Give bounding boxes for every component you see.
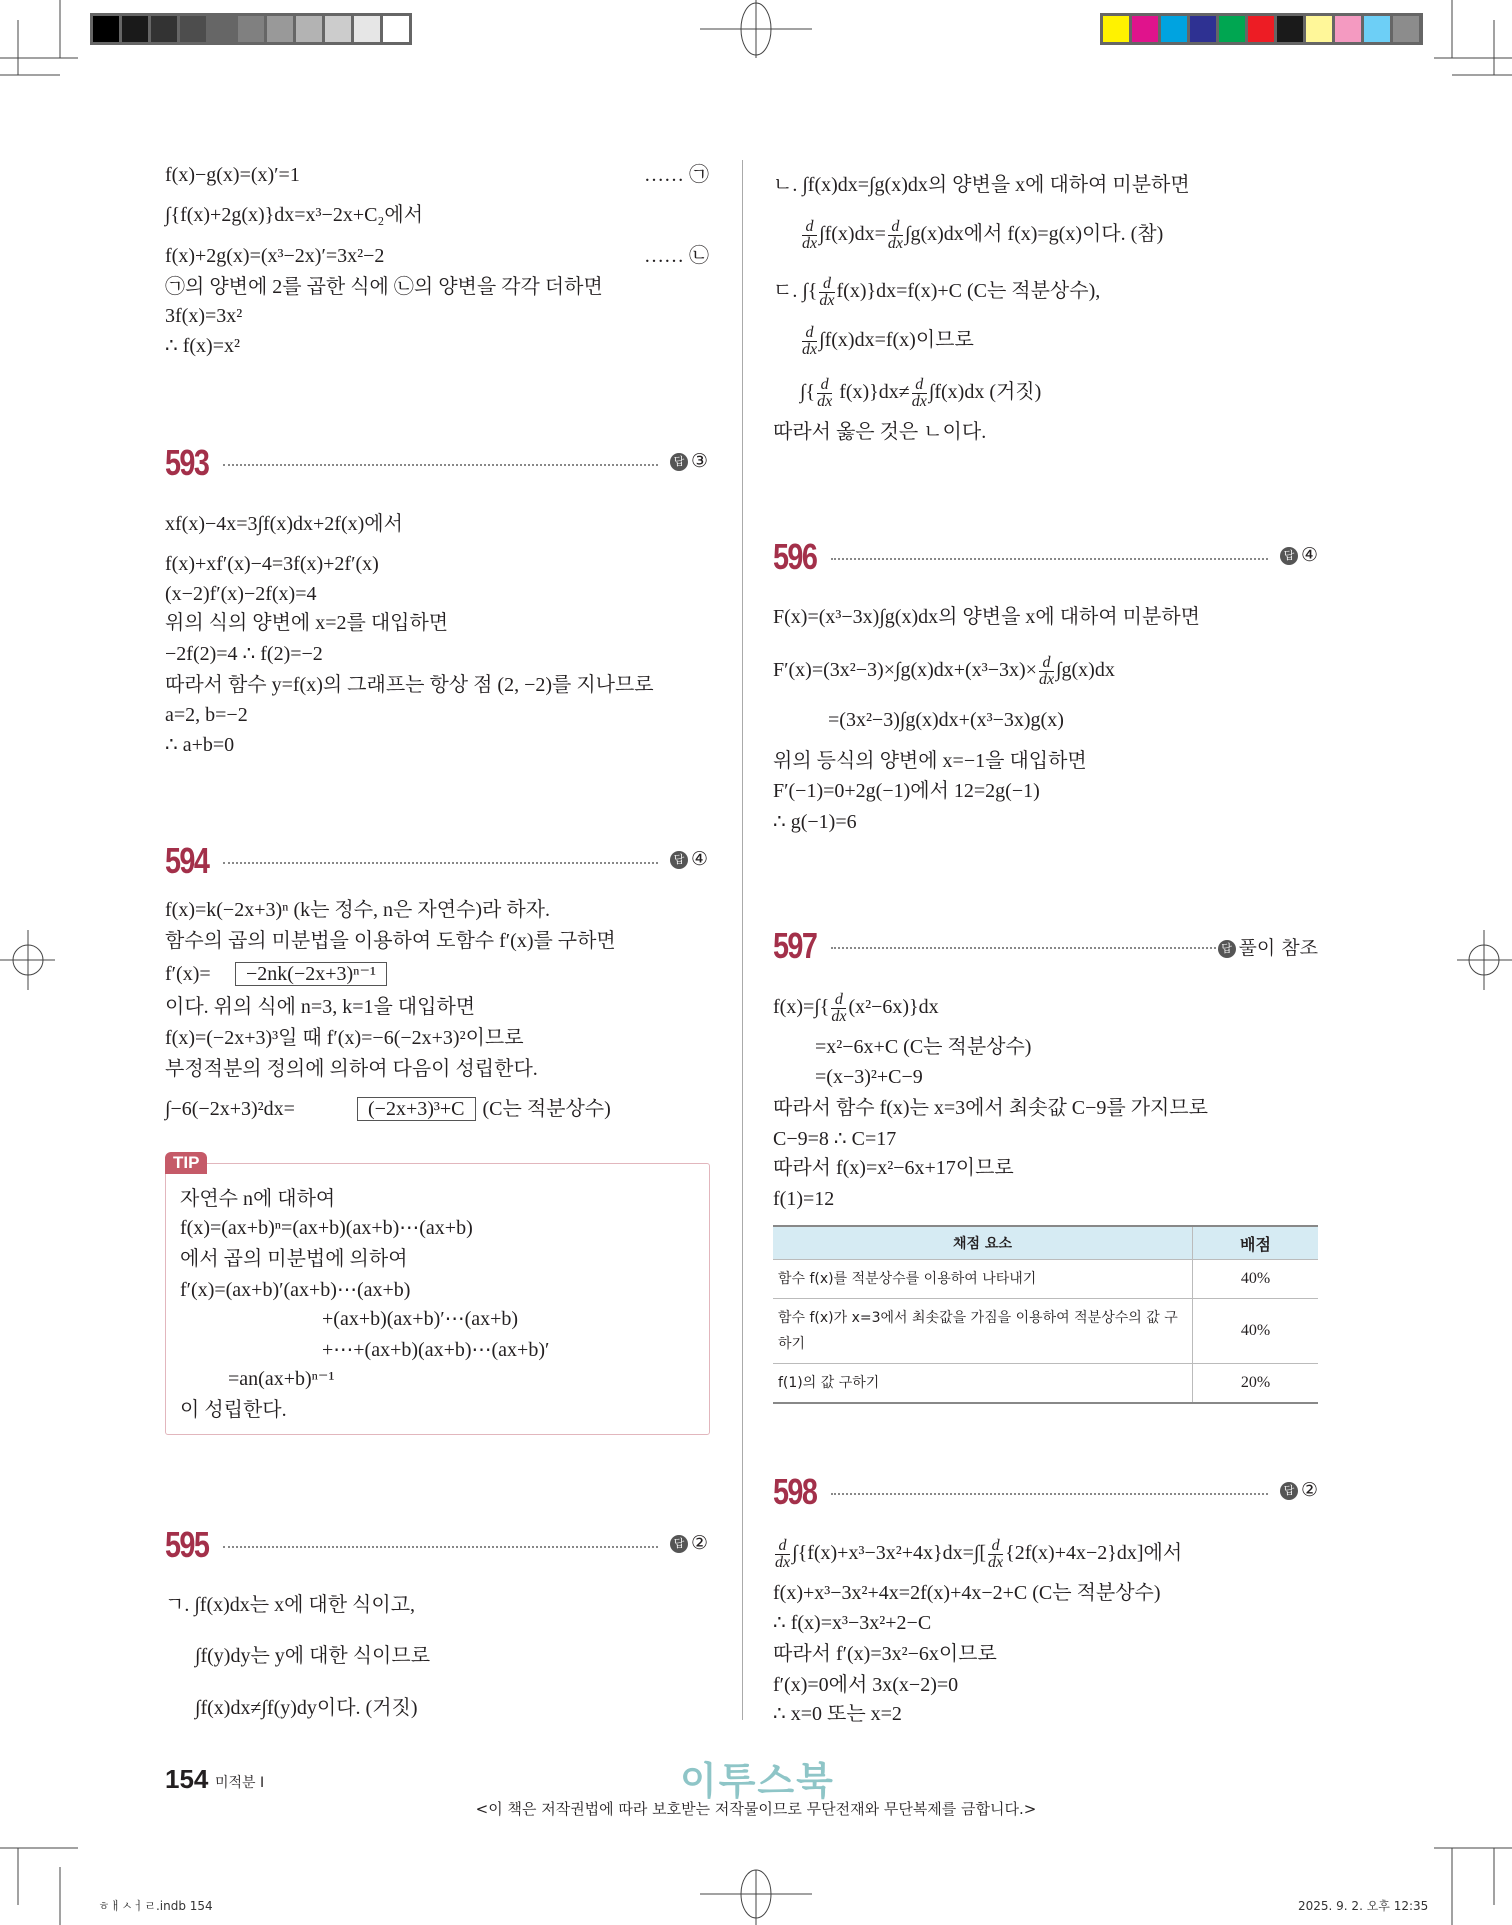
solution-line: $\frac{d}{dx}$ ∫f(x)dx= $\frac{d}{dx}$ ∫g(x)dx에서 f(x)=g(x)이다. (참) <box>802 218 1164 252</box>
dotted-leader <box>223 862 658 864</box>
solution-line: ∴ a+b=0 <box>165 734 235 756</box>
solution-line: 따라서 함수 y=f(x)의 그래프는 항상 점 (2, −2)를 지나므로 <box>165 674 654 696</box>
answer-label <box>670 1532 708 1554</box>
solution-line: ∴ f(x)=x² <box>165 335 240 357</box>
dotted-leader <box>831 1493 1268 1495</box>
derivative-fraction: $\frac{d}{dx}$ <box>988 1537 1004 1571</box>
boxed-answer-line <box>355 1095 611 1123</box>
table-row <box>773 1299 1318 1364</box>
solution-line: 3f(x)=3x² <box>165 305 243 327</box>
solution-line: ∫−6(−2x+3)²dx= <box>165 1098 295 1120</box>
solution-line: ∴ g(−1)=6 <box>773 811 857 833</box>
solution-line: F′(x)=(3x²−3)×∫g(x)dx+(x³−3x)× $\frac{d}{dx}$ ∫g(x)dx <box>773 654 1115 688</box>
answer-badge-icon: 답 <box>1280 1482 1298 1500</box>
print-timestamp: 2025. 9. 2. 오후 12:35 <box>1298 1899 1429 1913</box>
problem-header-593 <box>165 442 708 482</box>
answer-label <box>1280 544 1318 566</box>
solution-line: ㉠의 양변에 2를 곱한 식에 ㉡의 양변을 각각 더하면 <box>165 276 603 298</box>
equation-marker: …… ㉡ <box>644 245 709 267</box>
answer-label <box>1280 1479 1318 1501</box>
points-cell: 20% <box>1193 1364 1319 1404</box>
problem-header-598 <box>773 1471 1318 1511</box>
tip-line: +⋯+(ax+b)(ax+b)⋯(ax+b)′ <box>322 1339 550 1361</box>
derivative-fraction: $\frac{d}{dx}$ <box>802 218 818 252</box>
dotted-leader <box>831 558 1268 560</box>
subject-label: 미적분 I <box>215 1775 265 1791</box>
tip-line: =an(ax+b)ⁿ⁻¹ <box>228 1368 335 1390</box>
solution-line: f(x)−g(x)=(x)′=1 <box>165 164 300 186</box>
solution-line: 부정적분의 정의에 의하여 다음이 성립한다. <box>165 1058 538 1080</box>
solution-line: ㄴ. ∫f(x)dx=∫g(x)dx의 양변을 x에 대하여 미분하면 <box>773 174 1190 196</box>
problem-header-596 <box>773 536 1318 576</box>
answer-value: ③ <box>690 450 708 472</box>
answer-label <box>670 450 708 472</box>
solution-line: (x−2)f′(x)−2f(x)=4 <box>165 583 317 605</box>
publisher-logo: 이투스북 <box>680 1759 835 1803</box>
solution-line: 위의 식의 양변에 x=2를 대입하면 <box>165 612 449 634</box>
problem-number: 598 <box>773 1471 817 1512</box>
answer-badge-icon: 답 <box>670 851 688 869</box>
equation-marker: …… ㉠ <box>644 164 709 186</box>
table-row <box>773 1364 1318 1404</box>
solution-line: f′(x)= <box>165 963 211 985</box>
tip-line: 자연수 n에 대하여 <box>180 1188 336 1210</box>
problem-header-597 <box>773 925 1318 965</box>
derivative-fraction: $\frac{d}{dx}$ <box>887 218 903 252</box>
problem-number: 597 <box>773 925 817 966</box>
problem-number: 595 <box>165 1524 209 1565</box>
derivative-fraction: $\frac{d}{dx}$ <box>819 275 835 309</box>
dotted-leader <box>223 464 658 466</box>
answer-badge-icon: 답 <box>1218 940 1236 958</box>
problem-header-595 <box>165 1524 708 1564</box>
solution-line: 위의 등식의 양변에 x=−1을 대입하면 <box>773 750 1087 772</box>
solution-line: f(x)+x³−3x²+4x=2f(x)+4x−2+C (C는 적분상수) <box>773 1582 1161 1604</box>
tip-label: TIP <box>165 1152 207 1174</box>
column-divider <box>742 160 743 1720</box>
solution-line: =x²−6x+C (C는 적분상수) <box>815 1036 1032 1058</box>
derivative-fraction: $\frac{d}{dx}$ <box>1038 654 1055 688</box>
solution-line: f(x)+2g(x)=(x³−2x)′=3x²−2 <box>165 245 385 267</box>
solution-line: $\frac{d}{dx}$ ∫f(x)dx=f(x)이므로 <box>802 324 974 358</box>
solution-line: 따라서 옳은 것은 ㄴ이다. <box>773 421 987 443</box>
criteria-cell: 함수 f(x)를 적분상수를 이용하여 나타내기 <box>773 1260 1193 1299</box>
answer-label <box>670 848 708 870</box>
answer-value: ④ <box>1300 544 1318 566</box>
solution-line: ∴ f(x)=x³−3x²+2−C <box>773 1612 932 1634</box>
file-info: ㅎㅐㅅㅓㄹ.indb 154 <box>98 1899 213 1913</box>
answer-value: ② <box>690 1532 708 1554</box>
dotted-leader <box>831 947 1216 949</box>
solution-line: 함수의 곱의 미분법을 이용하여 도함수 f′(x)를 구하면 <box>165 930 616 952</box>
derivative-fraction: $\frac{d}{dx}$ <box>775 1537 791 1571</box>
solution-line: ㄷ. ∫{ $\frac{d}{dx}$ f(x)}dx=f(x)+C (C는 적분상수), <box>773 275 1101 309</box>
solution-line: ∫f(x)dx≠∫f(y)dy이다. (거짓) <box>195 1697 418 1719</box>
points-cell: 40% <box>1193 1260 1319 1299</box>
solution-line: F′(−1)=0+2g(−1)에서 12=2g(−1) <box>773 780 1040 802</box>
boxed-answer: −2nk(−2x+3)ⁿ⁻¹ <box>235 962 387 986</box>
header-criteria: 채점 요소 <box>773 1226 1193 1260</box>
answer-value: ② <box>1300 1479 1318 1501</box>
problem-number: 593 <box>165 442 209 483</box>
solution-line: xf(x)−4x=3∫f(x)dx+2f(x)에서 <box>165 513 403 535</box>
constant-note: (C는 적분상수) <box>482 1098 611 1120</box>
derivative-fraction: $\frac{d}{dx}$ <box>911 376 927 410</box>
answer-badge-icon: 답 <box>670 453 688 471</box>
problem-number: 596 <box>773 536 817 577</box>
page-number: 154 <box>165 1764 209 1794</box>
solution-line: F(x)=(x³−3x)∫g(x)dx의 양변을 x에 대하여 미분하면 <box>773 606 1200 628</box>
solution-line: ∫{f(x)+2g(x)}dx=x³−2x+C₂에서 <box>165 204 424 226</box>
solution-line: −2f(2)=4 ∴ f(2)=−2 <box>165 643 323 665</box>
criteria-cell: f(1)의 값 구하기 <box>773 1364 1193 1404</box>
solution-line: $\frac{d}{dx}$ ∫{f(x)+x³−3x²+4x}dx=∫[ $\frac{d}{dx}$ {2f(x)+4x−2}dx]에서 <box>775 1537 1183 1571</box>
tip-line: f′(x)=(ax+b)′(ax+b)⋯(ax+b) <box>180 1279 411 1301</box>
boxed-answer: (−2x+3)³+C <box>357 1097 476 1121</box>
solution-line: =(x−3)²+C−9 <box>815 1066 923 1088</box>
tip-line: 이 성립한다. <box>180 1399 287 1421</box>
copyright-notice: <이 책은 저작권법에 따라 보호받는 저작물이므로 무단전재와 무단복제를 금합니다.> <box>475 1800 1037 1818</box>
solution-line: 따라서 f(x)=x²−6x+17이므로 <box>773 1157 1014 1179</box>
solution-line: 따라서 f′(x)=3x²−6x이므로 <box>773 1643 997 1665</box>
tip-line: +(ax+b)(ax+b)′⋯(ax+b) <box>322 1308 519 1330</box>
tip-line: 에서 곱의 미분법에 의하여 <box>180 1248 408 1270</box>
solution-line: a=2, b=−2 <box>165 704 248 726</box>
answer-value: 풀이 참조 <box>1238 937 1318 959</box>
tip-box <box>165 1163 710 1435</box>
problem-number: 594 <box>165 840 209 881</box>
derivative-fraction: $\frac{d}{dx}$ <box>817 376 833 410</box>
solution-line: =(3x²−3)∫g(x)dx+(x³−3x)g(x) <box>828 709 1064 731</box>
solution-line: f(x)=(−2x+3)³일 때 f′(x)=−6(−2x+3)²이므로 <box>165 1027 524 1049</box>
answer-label <box>1218 933 1318 960</box>
solution-line: 이다. 위의 식에 n=3, k=1을 대입하면 <box>165 996 476 1018</box>
boxed-answer-line <box>233 960 389 988</box>
solution-line: ∴ x=0 또는 x=2 <box>773 1703 902 1725</box>
solution-line: f′(x)=0에서 3x(x−2)=0 <box>773 1674 959 1696</box>
answer-value: ④ <box>690 848 708 870</box>
scoring-table <box>773 1225 1318 1404</box>
dotted-leader <box>223 1546 658 1548</box>
table-header-row <box>773 1226 1318 1260</box>
solution-line: f(1)=12 <box>773 1188 835 1210</box>
solution-line: f(x)+xf′(x)−4=3f(x)+2f′(x) <box>165 553 379 575</box>
header-points: 배점 <box>1193 1226 1319 1260</box>
solution-line: C−9=8 ∴ C=17 <box>773 1128 897 1150</box>
solution-line: f(x)=∫{ $\frac{d}{dx}$ (x²−6x)}dx <box>773 991 939 1025</box>
solution-line: f(x)=k(−2x+3)ⁿ (k는 정수, n은 자연수)라 하자. <box>165 899 550 921</box>
solution-line: ㄱ. ∫f(x)dx는 x에 대한 식이고, <box>165 1594 416 1616</box>
tip-line: f(x)=(ax+b)ⁿ=(ax+b)(ax+b)⋯(ax+b) <box>180 1217 473 1239</box>
derivative-fraction: $\frac{d}{dx}$ <box>831 991 847 1025</box>
problem-header-594 <box>165 840 708 880</box>
answer-badge-icon: 답 <box>670 1535 688 1553</box>
solution-line: ∫{ $\frac{d}{dx}$ f(x)}dx≠ $\frac{d}{dx}$ ∫f(x)dx (거짓) <box>800 376 1042 410</box>
criteria-cell: 함수 f(x)가 x=3에서 최솟값을 가짐을 이용하여 적분상수의 값 구하기 <box>773 1299 1193 1364</box>
derivative-fraction: $\frac{d}{dx}$ <box>802 324 818 358</box>
answer-badge-icon: 답 <box>1280 547 1298 565</box>
table-row <box>773 1260 1318 1299</box>
solution-line: 따라서 함수 f(x)는 x=3에서 최솟값 C−9를 가지므로 <box>773 1097 1208 1119</box>
solution-line: ∫f(y)dy는 y에 대한 식이므로 <box>195 1645 431 1667</box>
points-cell: 40% <box>1193 1299 1319 1364</box>
